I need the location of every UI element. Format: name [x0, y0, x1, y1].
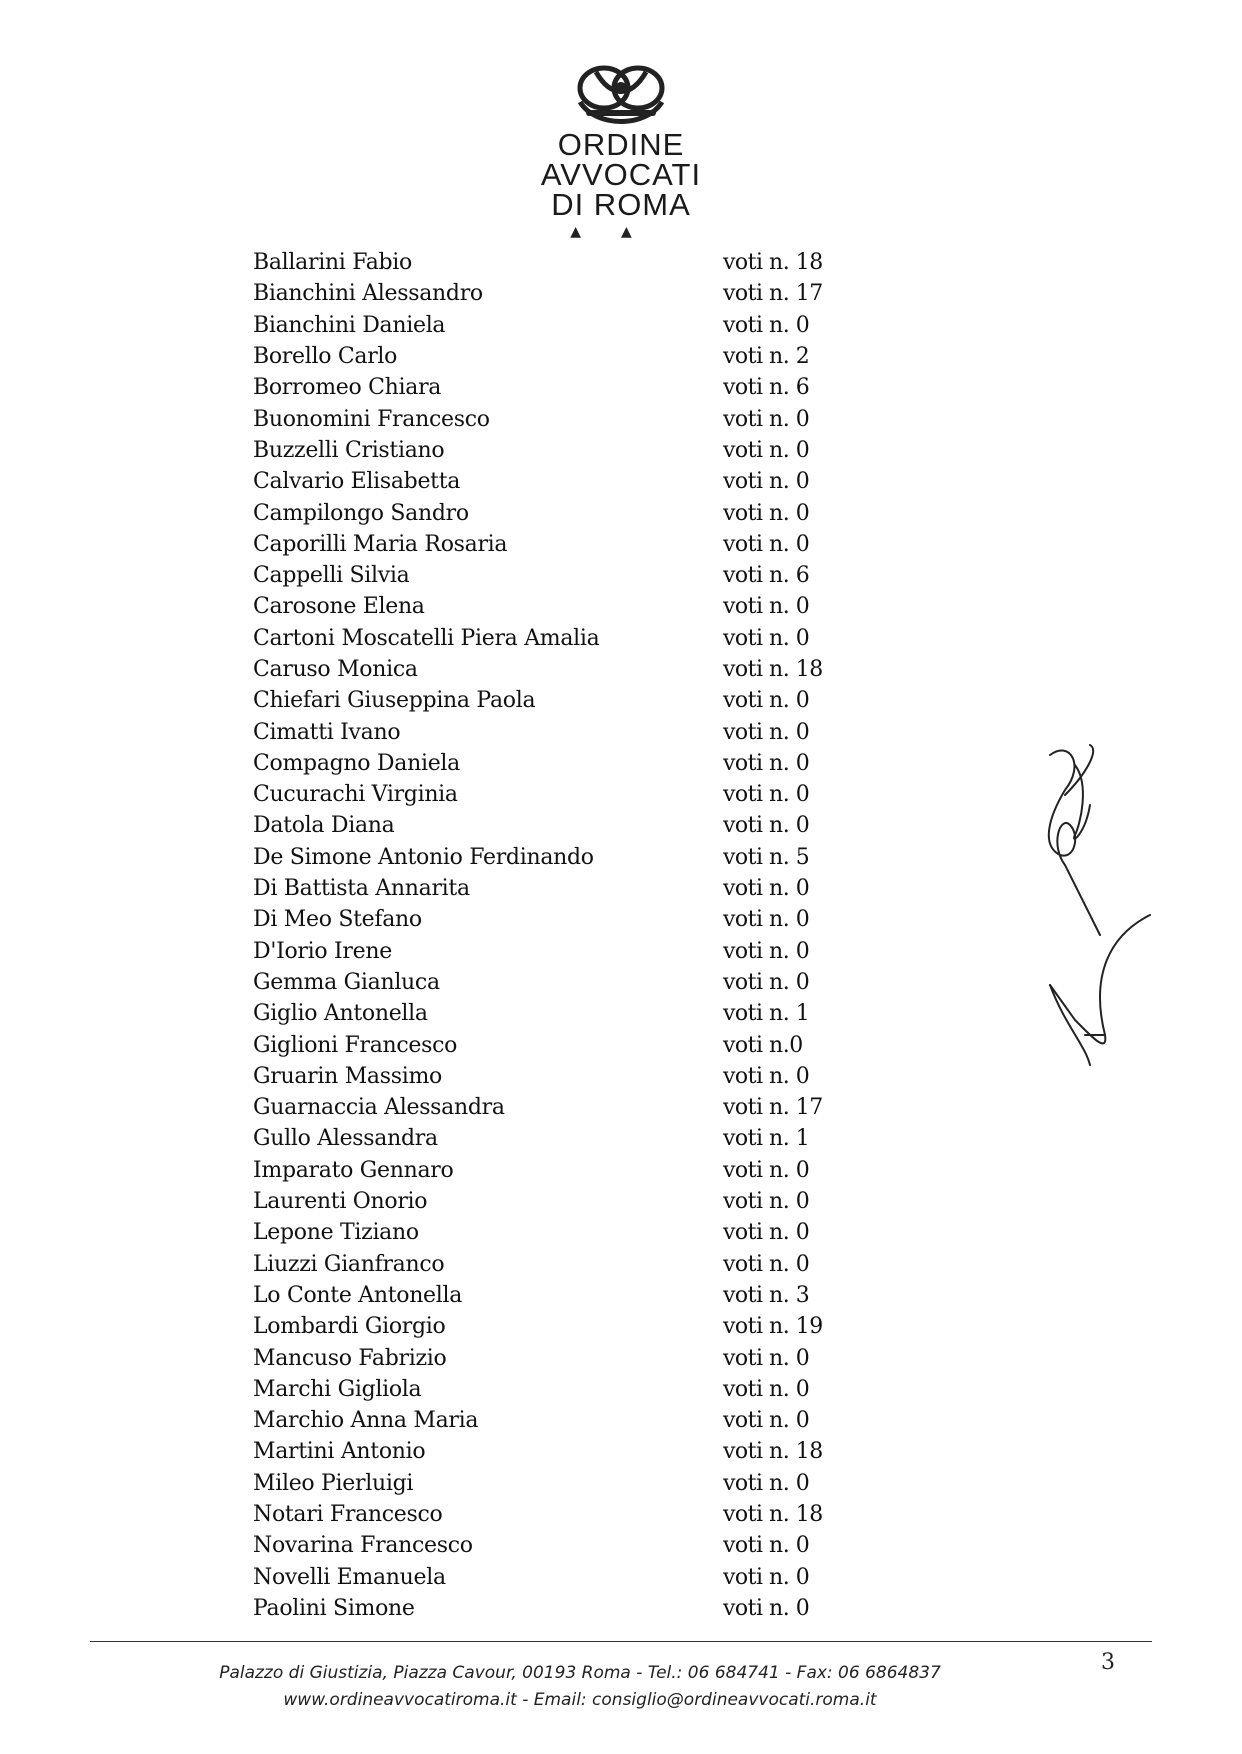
vote-count: voti n. 18: [723, 1439, 823, 1465]
list-item: [253, 1155, 853, 1186]
footer: [180, 1660, 980, 1714]
vote-count: voti n. 0: [723, 782, 810, 808]
vote-count: voti n. 0: [723, 531, 810, 557]
candidate-name: Notari Francesco: [253, 1502, 443, 1528]
vote-count: voti n. 1: [723, 1126, 810, 1152]
list-item: [253, 748, 853, 779]
vote-list: [253, 247, 853, 1624]
vote-count: voti n. 0: [723, 876, 810, 902]
vote-count: voti n. 0: [723, 969, 810, 995]
list-item: [253, 1280, 853, 1311]
vote-count: voti n. 19: [723, 1314, 823, 1340]
candidate-name: Laurenti Onorio: [253, 1189, 428, 1215]
list-item: [253, 998, 853, 1029]
candidate-name: Mancuso Fabrizio: [253, 1345, 447, 1371]
list-item: [253, 1405, 853, 1436]
list-item: [253, 372, 853, 403]
list-item: [253, 623, 853, 654]
vote-count: voti n. 0: [723, 312, 810, 338]
page-number: 3: [1101, 1650, 1115, 1675]
list-item: [253, 1530, 853, 1561]
candidate-name: Liuzzi Gianfranco: [253, 1251, 445, 1277]
vote-count: voti n. 0: [723, 1376, 810, 1402]
vote-count: voti n. 0: [723, 594, 810, 620]
list-item: [253, 1092, 853, 1123]
org-name-line-2: AVVOCATI: [540, 157, 702, 192]
list-item: [253, 1374, 853, 1405]
vote-count: voti n. 3: [723, 1282, 810, 1308]
candidate-name: Calvario Elisabetta: [253, 469, 461, 495]
vote-count: voti n. 0: [723, 907, 810, 933]
vote-count: voti n. 2: [723, 344, 810, 370]
list-item: [253, 936, 853, 967]
vote-count: voti n. 0: [723, 500, 810, 526]
list-item: [253, 341, 853, 372]
list-item: [253, 1249, 853, 1280]
candidate-name: Borello Carlo: [253, 344, 398, 370]
candidate-name: Gruarin Massimo: [253, 1063, 442, 1089]
vote-count: voti n. 18: [723, 250, 823, 276]
vote-count: voti n. 0: [723, 938, 810, 964]
vote-count: voti n. 0: [723, 437, 810, 463]
list-item: [253, 403, 853, 434]
vote-count: voti n. 17: [723, 281, 823, 307]
candidate-name: Martini Antonio: [253, 1439, 426, 1465]
candidate-name: Novarina Francesco: [253, 1533, 473, 1559]
candidate-name: Mileo Pierluigi: [253, 1470, 414, 1496]
list-item: [253, 591, 853, 622]
candidate-name: Lepone Tiziano: [253, 1220, 419, 1246]
candidate-name: De Simone Antonio Ferdinando: [253, 844, 594, 870]
candidate-name: Lombardi Giorgio: [253, 1314, 446, 1340]
list-item: [253, 1186, 853, 1217]
org-name-line-1: ORDINE: [557, 127, 685, 162]
org-name-line-3: DI ROMA: [551, 187, 691, 222]
candidate-name: Cappelli Silvia: [253, 563, 410, 589]
list-item: [253, 1561, 853, 1592]
candidate-name: Caporilli Maria Rosaria: [253, 531, 508, 557]
candidate-name: Giglio Antonella: [253, 1001, 428, 1027]
list-item: [253, 873, 853, 904]
footer-address: Palazzo di Giustizia, Piazza Cavour, 00193 Roma - Tel.: 06 684741 - Fax: 06 6864837: [219, 1663, 941, 1683]
list-item: [253, 904, 853, 935]
decorative-marks-icon: ▲▲: [570, 224, 672, 240]
list-item: [253, 685, 853, 716]
list-item: [253, 1593, 853, 1624]
list-item: [253, 1217, 853, 1248]
candidate-name: Di Meo Stefano: [253, 907, 422, 933]
vote-count: voti n. 0: [723, 1345, 810, 1371]
candidate-name: Marchio Anna Maria: [253, 1408, 479, 1434]
candidate-name: D'Iorio Irene: [253, 938, 392, 964]
list-item: [253, 842, 853, 873]
list-item: [253, 1342, 853, 1373]
list-item: [253, 466, 853, 497]
candidate-name: Chiefari Giuseppina Paola: [253, 688, 536, 714]
vote-count: voti n. 0: [723, 1564, 810, 1590]
footer-divider: [90, 1641, 1152, 1642]
candidate-name: Lo Conte Antonella: [253, 1282, 463, 1308]
candidate-name: Imparato Gennaro: [253, 1157, 454, 1183]
candidate-name: Borromeo Chiara: [253, 375, 442, 401]
vote-count: voti n. 0: [723, 1470, 810, 1496]
vote-count: voti n. 0: [723, 813, 810, 839]
vote-count: voti n. 0: [723, 1533, 810, 1559]
list-item: [253, 247, 853, 278]
list-item: [253, 1123, 853, 1154]
list-item: [253, 654, 853, 685]
footer-contacts: www.ordineavvocatiroma.it - Email: consiglio@ordineavvocati.roma.it: [283, 1690, 877, 1710]
list-item: [253, 529, 853, 560]
candidate-name: Buzzelli Cristiano: [253, 437, 445, 463]
list-item: [253, 810, 853, 841]
candidate-name: Cartoni Moscatelli Piera Amalia: [253, 625, 600, 651]
list-item: [253, 1499, 853, 1530]
candidate-name: Paolini Simone: [253, 1595, 415, 1621]
knot-emblem-icon: [566, 58, 676, 130]
list-item: [253, 1436, 853, 1467]
list-item: [253, 497, 853, 528]
vote-count: voti n. 6: [723, 563, 810, 589]
letterhead: [0, 58, 1242, 240]
candidate-name: Guarnaccia Alessandra: [253, 1095, 505, 1121]
candidate-name: Cimatti Ivano: [253, 719, 401, 745]
candidate-name: Datola Diana: [253, 813, 395, 839]
list-item: [253, 1029, 853, 1060]
list-item: [253, 310, 853, 341]
handwritten-signature-icon: [1030, 735, 1180, 1195]
candidate-name: Compagno Daniela: [253, 750, 460, 776]
list-item: [253, 716, 853, 747]
vote-count: voti n. 0: [723, 469, 810, 495]
candidate-name: Giglioni Francesco: [253, 1032, 458, 1058]
vote-count: voti n. 0: [723, 406, 810, 432]
vote-count: voti n. 0: [723, 1063, 810, 1089]
vote-count: voti n. 0: [723, 1408, 810, 1434]
vote-count: voti n. 6: [723, 375, 810, 401]
candidate-name: Bianchini Daniela: [253, 312, 446, 338]
vote-count: voti n. 0: [723, 1157, 810, 1183]
vote-count: voti n. 17: [723, 1095, 823, 1121]
candidate-name: Gullo Alessandra: [253, 1126, 438, 1152]
list-item: [253, 1311, 853, 1342]
vote-count: voti n. 0: [723, 688, 810, 714]
vote-count: voti n. 1: [723, 1001, 810, 1027]
candidate-name: Marchi Gigliola: [253, 1376, 422, 1402]
candidate-name: Carosone Elena: [253, 594, 425, 620]
list-item: [253, 1468, 853, 1499]
vote-count: voti n. 0: [723, 1595, 810, 1621]
candidate-name: Buonomini Francesco: [253, 406, 490, 432]
candidate-name: Campilongo Sandro: [253, 500, 469, 526]
vote-count: voti n. 18: [723, 1502, 823, 1528]
vote-count: voti n. 0: [723, 750, 810, 776]
list-item: [253, 1061, 853, 1092]
list-item: [253, 435, 853, 466]
list-item: [253, 560, 853, 591]
vote-count: voti n. 0: [723, 1251, 810, 1277]
vote-count: voti n. 0: [723, 1189, 810, 1215]
candidate-name: Gemma Gianluca: [253, 969, 440, 995]
list-item: [253, 967, 853, 998]
vote-count: voti n.0: [723, 1032, 803, 1058]
vote-count: voti n. 0: [723, 719, 810, 745]
candidate-name: Ballarini Fabio: [253, 250, 412, 276]
candidate-name: Novelli Emanuela: [253, 1564, 446, 1590]
candidate-name: Cucurachi Virginia: [253, 782, 458, 808]
candidate-name: Caruso Monica: [253, 657, 418, 682]
list-item: [253, 779, 853, 810]
vote-count: voti n. 0: [723, 1220, 810, 1246]
vote-count: voti n. 0: [723, 625, 810, 651]
candidate-name: Bianchini Alessandro: [253, 281, 483, 307]
vote-count: voti n. 18: [723, 657, 823, 682]
list-item: [253, 278, 853, 309]
candidate-name: Di Battista Annarita: [253, 876, 470, 902]
vote-count: voti n. 5: [723, 844, 810, 870]
